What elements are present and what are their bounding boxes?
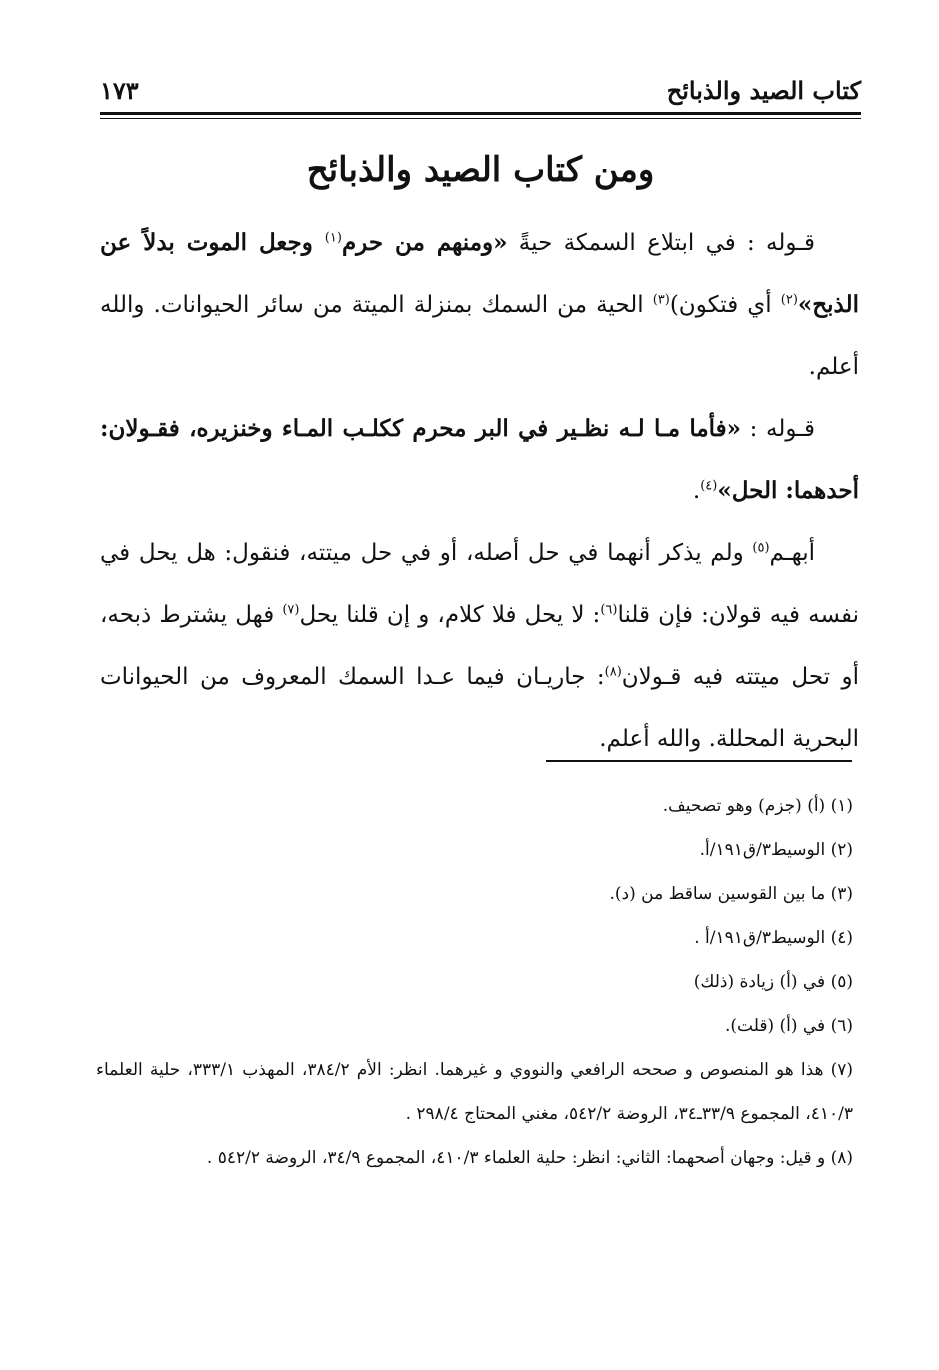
paragraph-3-text: ولم يذكر أنهما في حل أصله، أو في حل ميتته، فنقول: هل يحل في نفسه فيه قولان: فإن قلنا: [100, 540, 860, 628]
paragraph-1-text: الحية من السمك بمنزلة الميتة من سائر الحيوانات. والله أعلم.: [100, 292, 859, 380]
quoted-text: وجعل الموت بدلاً عن الذبح»: [100, 229, 859, 318]
footnote-ref: (٨): [604, 664, 622, 680]
footnote-2: (٢) الوسيط٣/ق١٩١/أ.: [699, 840, 853, 860]
page-header: [100, 70, 861, 116]
paragraph-1-text: أي فتكون): [669, 292, 781, 318]
footnote-3: (٣) ما بين القوسين ساقط من (د).: [609, 884, 853, 904]
running-title: كتاب الصيد والذبائح: [666, 76, 861, 105]
footnote-5: (٥) في (أ) زيادة (ذلك): [693, 972, 853, 992]
footnote-ref: (٣): [652, 292, 670, 308]
page-number: ١٧٣: [100, 76, 139, 105]
paragraph-3-text: أبهـم: [769, 540, 815, 566]
header-rule-thin: [100, 118, 861, 119]
footnote-ref: (٢): [780, 292, 798, 308]
footnote-separator: [546, 760, 852, 762]
footnote-ref: (٤): [700, 478, 718, 494]
paragraph-3-text: : جاريـان فيما عـدا السمك المعروف من الحيوانات البحرية المحللة. والله أعلم.: [100, 664, 859, 752]
footnote-ref: (٦): [600, 602, 618, 618]
footnotes: [96, 784, 853, 1180]
quoted-text: «فأما مـا لـه نظـير في البر محرم ككلـب المـاء وخنزيره، فقـولان: أحدهما: الحل»: [100, 415, 859, 504]
main-text: [100, 212, 859, 770]
paragraph-2-text: .: [692, 478, 701, 504]
paragraph-2: [100, 398, 859, 522]
footnote-1: (١) (أ) (جزم) وهو تصحيف.: [662, 796, 853, 816]
paragraph-2-text: قـوله :: [741, 416, 816, 442]
footnote-4: (٤) الوسيط٣/ق١٩١/أ .: [694, 928, 853, 948]
footnote-7: (٧) هذا هو المنصوص و صححه الرافعي والنووي و غيرهما. انظر: الأم ٣٨٤/٢، المهذب ٣٣٣/١، حلية العلماء ٤١٠/٣، المجموع ٣٣/٩ـ٣٤، الروضة ٥٤٢/٢، مغني المحتاج ٢٩٨/٤ .: [96, 1060, 853, 1124]
paragraph-1: [100, 212, 859, 398]
footnote-ref: (١): [324, 230, 342, 246]
paragraph-3-text: : لا يحل فلا كلام، و إن قلنا يحل: [299, 602, 601, 628]
footnote-8: (٨) و قيل: وجهان أصحهما: الثاني: انظر: حلية العلماء ٤١٠/٣، المجموع ٣٤/٩، الروضة ٥٤٢/٢ .: [206, 1148, 853, 1168]
footnote-ref: (٥): [752, 540, 770, 556]
paragraph-3-text: فهل يشترط ذبحه، أو تحل ميتته فيه قـولان: [100, 602, 859, 690]
chapter-title: ومن كتاب الصيد والذبائح: [306, 150, 655, 190]
paragraph-1-text: قـوله : في ابتلاع السمكة حيةً: [507, 230, 815, 256]
header-rule-thick: [100, 112, 861, 115]
footnote-ref: (٧): [282, 602, 300, 618]
paragraph-3: [100, 522, 859, 770]
quoted-text: «ومنهم من حرم: [341, 229, 508, 256]
footnote-6: (٦) في (أ) (قلت).: [724, 1016, 853, 1036]
